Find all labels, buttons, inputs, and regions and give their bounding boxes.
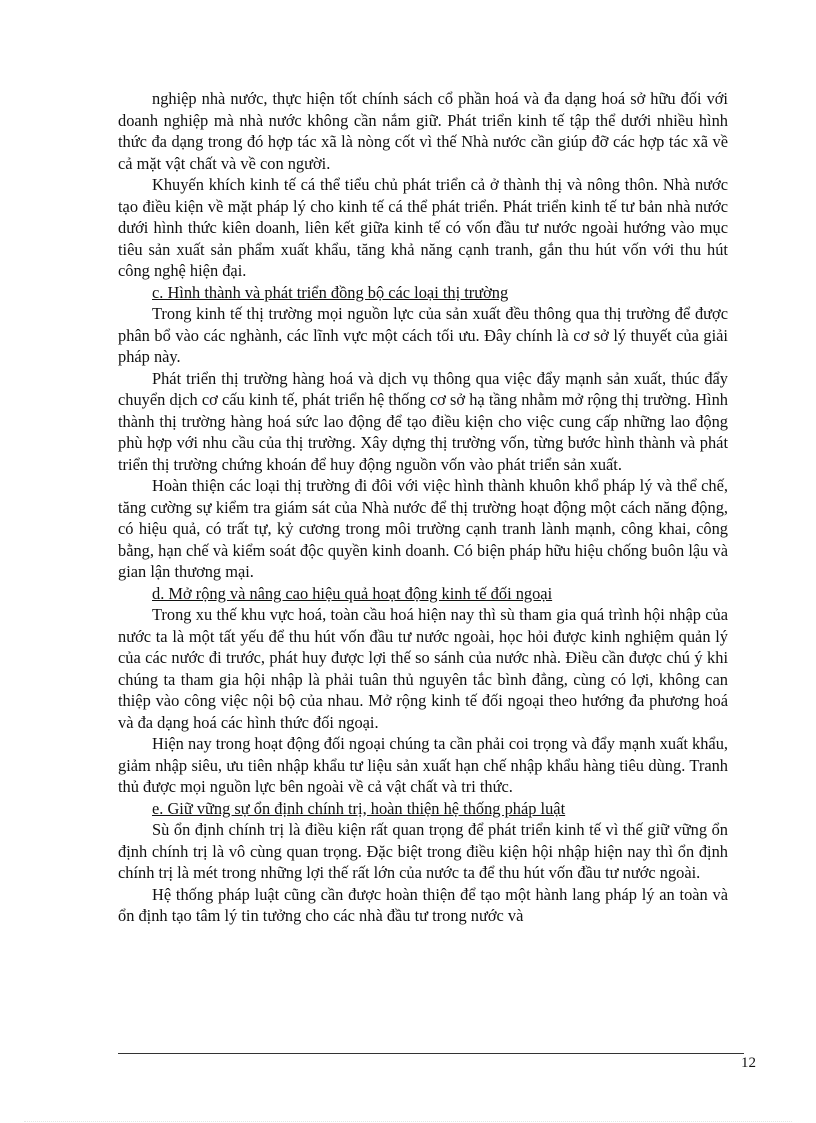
page-number: 12 bbox=[741, 1055, 756, 1071]
section-heading-text: c. Hình thành và phát triển đồng bộ các loại thị trường bbox=[152, 282, 509, 302]
paragraph: nghiệp nhà nước, thực hiện tốt chính sách cổ phần hoá và đa dạng hoá sở hữu đối với doanh nghiệp mà nhà nước không cần nắm giữ. Phát triển kinh tế tập thể dưới nhiều hình thức đa dạng trong đó hợp tác xã là nòng cốt vì thế Nhà nước cần giúp đỡ các hợp tác xã về cả mặt vật chất và về con người. bbox=[118, 89, 728, 173]
section-heading-text: e. Giữ vững sự ổn định chính trị, hoàn thiện hệ thống pháp luật bbox=[152, 798, 566, 818]
paragraph: Phát triển thị trường hàng hoá và dịch vụ thông qua việc đẩy mạnh sản xuất, thúc đẩy chuyển dịch cơ cấu kinh tế, phát triển hệ thống cơ sở hạ tầng nhằm mở rộng thị trường. Hình thành thị trường hàng hoá sức lao động để tạo điều kiện cho việc cung cấp những lao động phù hợp với nhu cầu của thị trường. Xây dựng thị trường vốn, từng bước hình thành và phát triển thị trường chứng khoán để huy động nguồn vốn vào phát triển sản xuất. bbox=[118, 368, 728, 474]
footer-divider bbox=[118, 1053, 744, 1054]
paragraph: Sù ổn định chính trị là điều kiện rất quan trọng để phát triển kinh tế vì thế giữ vững ổn định chính trị là vô cùng quan trọng. Đặc biệt trong điều kiện hội nhập hiện nay thì ổn định chính trị là mét trong những lợi thế rất lớn của nước ta để thu hút vốn đầu tư nước ngoài. bbox=[118, 820, 728, 882]
paragraph: Hiện nay trong hoạt động đối ngoại chúng ta cần phải coi trọng và đẩy mạnh xuất khẩu, giảm nhập siêu, ưu tiên nhập khẩu tư liệu sản xuất hạn chế nhập khẩu hàng tiêu dùng. Tranh thủ được mọi nguồn lực bên ngoài về cả vật chất và tri thức. bbox=[118, 734, 728, 796]
paragraph: Hoàn thiện các loại thị trường đi đôi với việc hình thành khuôn khổ pháp lý và thể chế, tăng cường sự kiểm tra giám sát của Nhà nước để thị trường hoạt động một cách năng động, có hiệu quả, có trất tự, kỷ cương trong môi trường cạnh tranh lành mạnh, công khai, công bằng, hạn chế và kiểm soát độc quyền kinh doanh. Có biện pháp hữu hiệu chống buôn lậu và gian lận thương mại. bbox=[118, 476, 728, 581]
page-bottom-border bbox=[24, 1121, 792, 1122]
document-page bbox=[118, 88, 728, 927]
section-heading-text: d. Mở rộng và nâng cao hiệu quả hoạt động kinh tế đối ngoại bbox=[152, 583, 553, 603]
paragraph: Trong xu thế khu vực hoá, toàn cầu hoá hiện nay thì sù tham gia quá trình hội nhập của nước ta là một tất yếu để thu hút vốn đầu tư nước ngoài, học hỏi được kinh nghiệm quản lý của các nước đi trước, phát huy được lợi thế so sánh của nước nhà. Điều cần được chú ý khi chúng ta tham gia hội nhập là phải tuân thủ nguyên tắc bình đẳng, cùng có lợi, không can thiệp vào công việc nội bộ của nhau. Mở rộng kinh tế đối ngoại theo hướng đa phương hoá và đa dạng hoá các hình thức đối ngoại. bbox=[118, 605, 728, 732]
paragraph: Trong kinh tế thị trường mọi nguồn lực của sản xuất đều thông qua thị trường để được phân bổ vào các nghành, các lĩnh vực một cách tối ưu. Đây chính là cơ sở lý thuyết của giải pháp này. bbox=[118, 304, 728, 366]
section-heading-c bbox=[118, 282, 728, 304]
paragraph: Hệ thống pháp luật cũng cần được hoàn thiện để tạo một hành lang pháp lý an toàn và ổn định tạo tâm lý tin tưởng cho các nhà đầu tư trong nước và bbox=[118, 884, 728, 925]
section-heading-d bbox=[118, 583, 728, 605]
section-heading-e bbox=[118, 798, 728, 820]
paragraph: Khuyến khích kinh tế cá thể tiểu chủ phát triển cả ở thành thị và nông thôn. Nhà nước tạo điều kiện về mặt pháp lý cho kinh tế cá thể phát triển. Phát triển kinh tế tư bản nhà nước dưới hình thức kiên doanh, liên kết giữa kinh tế có vốn đầu tư nước ngoài hướng vào mục tiêu sản xuất sản phẩm xuất khẩu, tăng khả năng cạnh tranh, gắn thu hút vốn với thu hút công nghệ hiện đại. bbox=[118, 175, 728, 280]
